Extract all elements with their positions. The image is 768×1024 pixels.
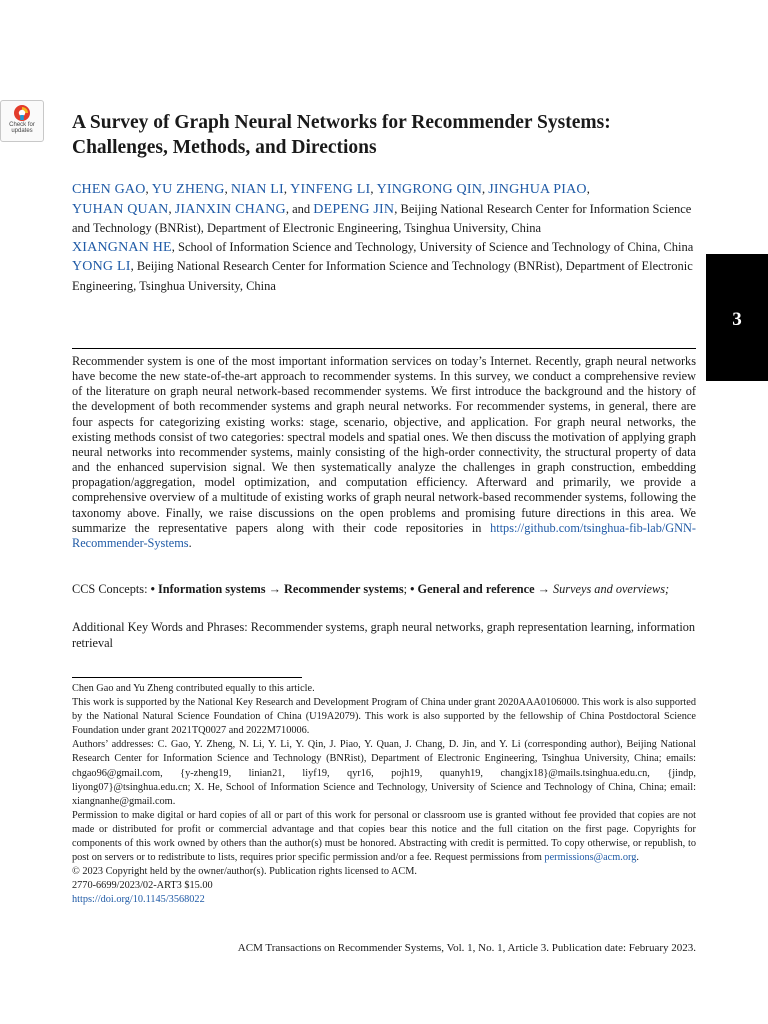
author-name[interactable]: YUHAN QUAN bbox=[72, 201, 169, 217]
keywords bbox=[72, 619, 696, 651]
footnote-equal-contribution: Chen Gao and Yu Zheng contributed equally to this article. bbox=[72, 683, 315, 694]
author-name[interactable]: YONG LI bbox=[72, 259, 131, 274]
abstract-period: . bbox=[188, 535, 192, 550]
abstract-top-rule bbox=[72, 348, 696, 349]
permissions-email-link[interactable]: permissions@acm.org bbox=[544, 852, 637, 864]
doi-link[interactable]: https://doi.org/10.1145/3568022 bbox=[72, 894, 205, 906]
article-number: 3 bbox=[732, 309, 742, 330]
badge-label-line1: Check for bbox=[9, 122, 35, 128]
check-for-updates-badge[interactable] bbox=[0, 100, 44, 142]
paper-title: A Survey of Graph Neural Networks for Recommender Systems: Challenges, Methods, and Directions bbox=[72, 112, 611, 158]
badge-label-line2: updates bbox=[11, 128, 33, 134]
ccs-concept-1: • Information systems → Recommender systems bbox=[150, 582, 404, 596]
abstract-text: Recommender system is one of the most important information services on today’s Internet. Recently, graph neural networks have become the new state-of-the-art approach to recommender systems. In this survey, we conduct a comprehensive review of the literature on graph neural network-based recommender systems. We first introduce the background and the history of the development of both recommender systems and graph neural networks. For recommender systems, in general, there are four aspects for categorizing existing works: stage, scenario, objective, and application. For graph neural networks, the existing methods consist of two categories: spectral models and spatial ones. We then discuss the motivation of applying graph neural networks into recommender systems, mainly consisting of the high-order connectivity, the structural property of data and the enhanced supervision signal. We then systematically analyze the challenges in graph construction, embedding propagation/aggregation, model optimization, and computation efficiency. Afterward and primarily, we provide a comprehensive overview of a multitude of existing works of graph neural network-based recommender systems, following the taxonomy above. Finally, we raise discussions on the open problems and promising future directions in this area. We summarize the representative papers along with their code repositories in bbox=[72, 354, 696, 535]
check-updates-icon bbox=[13, 104, 31, 122]
ccs-separator: ; bbox=[403, 582, 408, 596]
permission-text: Permission to make digital or hard copies of all or part of this work for personal or classroom use is granted without fee provided that copies are not made or distributed for profit or commercial advantage and that copies bear this notice and the full citation on the first page. Copyrights for components of this work owned by others than the author(s) must be honored. Abstracting with credit is permitted. To copy otherwise, or republish, to post on servers or to redistribute to lists, requires prior specific permission and/or a fee. Request permissions from bbox=[72, 809, 696, 864]
permission-period: . bbox=[636, 852, 639, 864]
article-number-tab bbox=[706, 254, 768, 381]
footnote-permission bbox=[72, 809, 696, 865]
author-name[interactable]: YINFENG LI bbox=[290, 182, 371, 197]
footnote-issn: 2770-6699/2023/02-ART3 $15.00 bbox=[72, 880, 213, 892]
journal-footer: ACM Transactions on Recommender Systems, Vol. 1, No. 1, Article 3. Publication date: February 2023. bbox=[237, 942, 696, 954]
keywords-label: Additional Key Words and Phrases: bbox=[72, 620, 248, 634]
ccs-concept-2: • General and reference → bbox=[410, 582, 550, 596]
abstract bbox=[72, 354, 696, 551]
ccs-concept-2-detail: Surveys and overviews; bbox=[552, 582, 670, 596]
author-affiliation: School of Information Science and Technology, University of Science and Technology of China, China bbox=[178, 239, 694, 254]
author-name[interactable]: JIANXIN CHANG bbox=[174, 201, 286, 217]
ccs-concepts bbox=[72, 581, 696, 597]
author-affiliation: Beijing National Research Center for Information Science and Technology (BNRist), Department of Electronic Engineering, Tsinghua University, China bbox=[72, 259, 693, 293]
keywords-text: Recommender systems, graph neural networks, graph representation learning, information retrieval bbox=[72, 620, 696, 650]
author-name[interactable]: YU ZHENG bbox=[151, 182, 225, 197]
footnote-copyright: © 2023 Copyright held by the owner/author(s). Publication rights licensed to ACM. bbox=[72, 866, 418, 878]
author-name[interactable]: CHEN GAO bbox=[72, 182, 146, 197]
author-affiliation: Beijing National Research Center for Information Science and Technology (BNRist), Department of Electronic Engineering, Tsinghua University, China bbox=[72, 201, 692, 235]
footnote-funding: This work is supported by the National Key Research and Development Program of China under grant 2020AAA0106000. This work is also supported by the National Natural Science Foundation of China (U19A2079). This work is also supported by the fellowship of China Postdoctoral Science Foundation under grant 2021TQ0027 and 2022M710006. bbox=[72, 697, 696, 737]
author-name[interactable]: NIAN LI bbox=[230, 182, 284, 197]
footnote-addresses: Authors’ addresses: C. Gao, Y. Zheng, N. Li, Y. Li, Y. Qin, J. Piao, Y. Quan, J. Chang, D. Jin, and Y. Li (corresponding author), Beijing National Research Center for Information Science and Technology (BNRist), Department of Electronic Engineering, Tsinghua University, China; emails: chgao96@gmail.com, {y-zheng19, linian21, liyf19, qyr16, pojh19, quanyh19, changjx18}@mails.tsinghua.edu.cn, {jindp, liyong07}@tsinghua.edu.cn; X. He, School of Information Science and Technology, University of Science and Technology of China, China; email: xiangnanhe@gmail.com. bbox=[72, 739, 696, 807]
author-name[interactable]: JINGHUA PIAO bbox=[488, 182, 587, 197]
author-conjunction: and bbox=[292, 201, 311, 216]
author-name[interactable]: YINGRONG QIN bbox=[376, 182, 483, 197]
author-name[interactable]: XIANGNAN HE bbox=[72, 239, 172, 255]
footnotes bbox=[72, 682, 696, 908]
footnote-rule bbox=[72, 677, 302, 678]
author-name[interactable]: DEPENG JIN bbox=[313, 201, 395, 217]
ccs-label: CCS Concepts: bbox=[72, 582, 148, 596]
code-repository-link[interactable]: https://github.com/tsinghua-fib-lab/GNN-Recommender-Systems bbox=[72, 520, 697, 550]
author-block: CHEN GAO, YU ZHENG, NIAN LI, YINFENG LI, YINGRONG QIN, JINGHUA PIAO, YUHAN QUAN, JIANXIN CHANG, and DEPENG JIN, Beijing National Research Center for Information Science and Technology (BNRist), Department of Electronic Engineering, Tsinghua University, China XIANGNAN HE, School of Information Science and Technology, University of Science and Technology of China, China YONG LI, Beijing National Research Center for Information Science and Technology (BNRist), Department of Electronic Engineering, Tsinghua University, China bbox=[72, 182, 694, 293]
